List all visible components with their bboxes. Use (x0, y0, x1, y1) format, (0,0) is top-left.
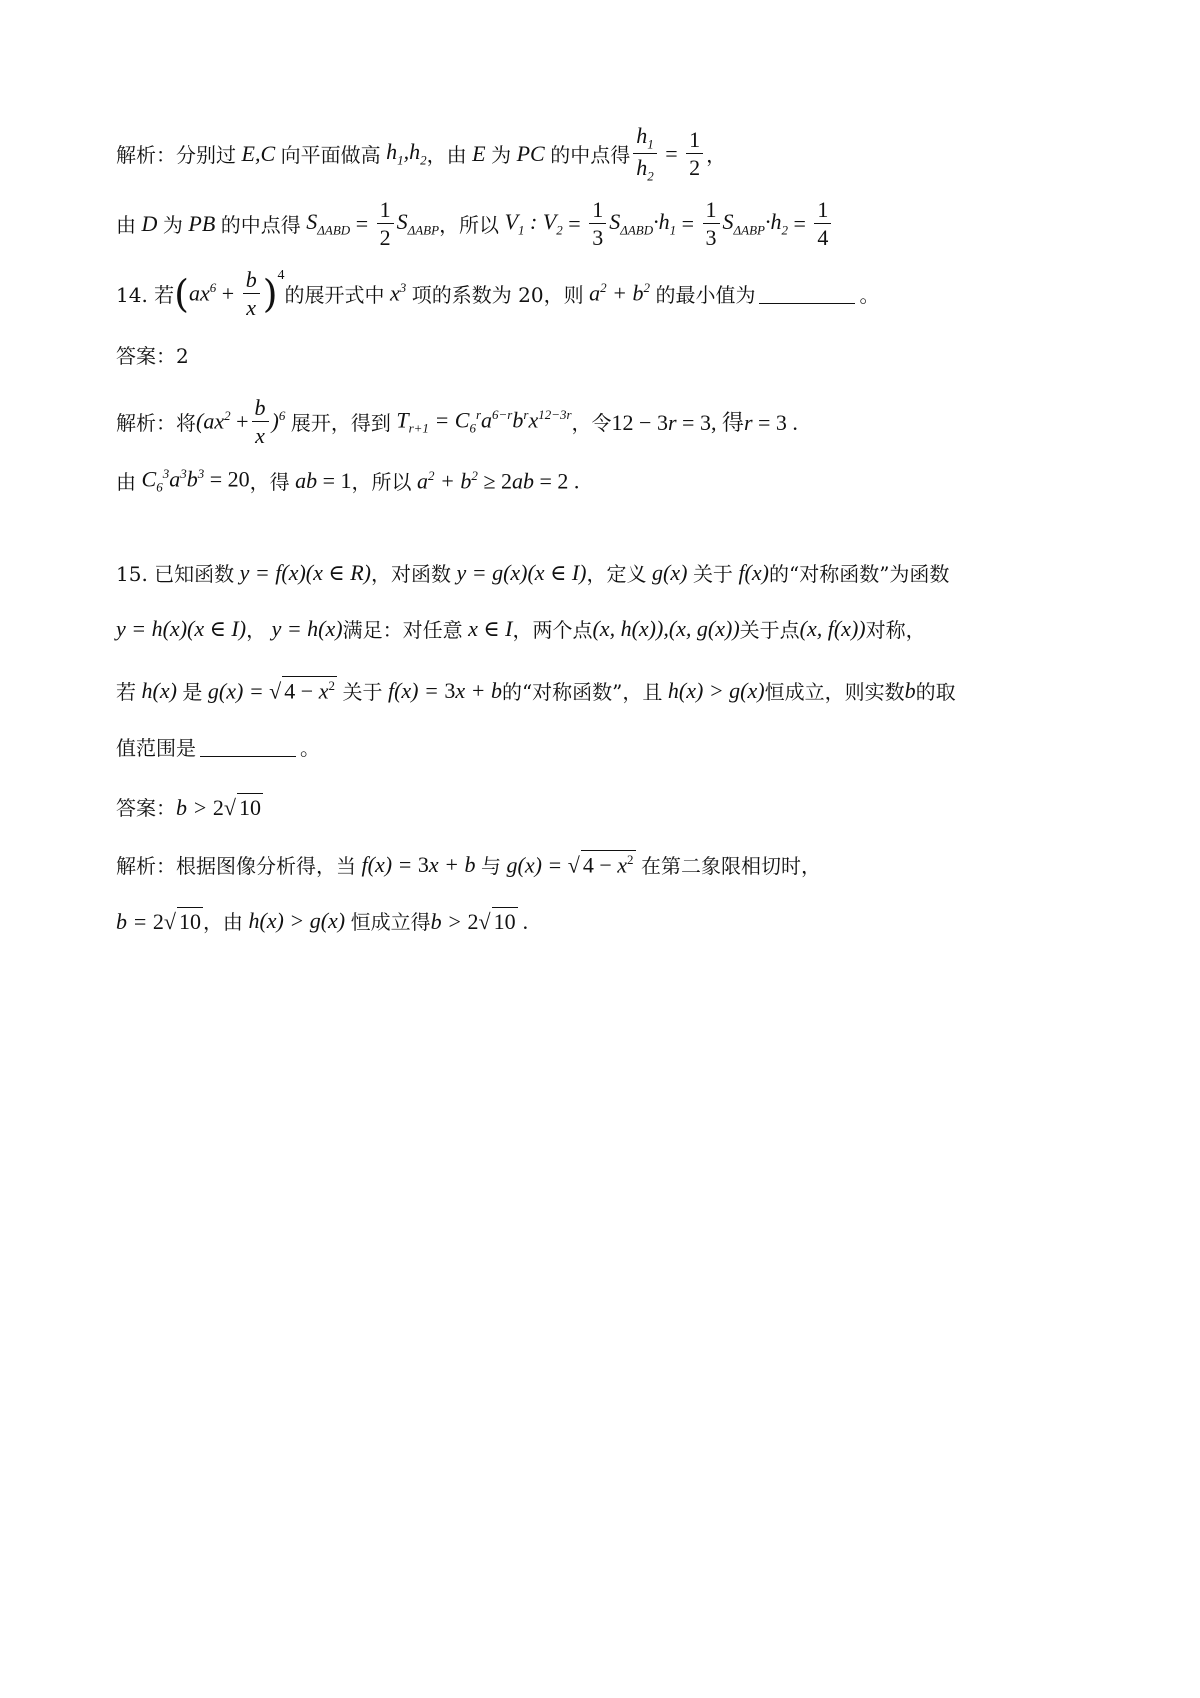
answer-blank-14[interactable] (759, 283, 855, 304)
answer-14: 答案：2 (116, 344, 189, 368)
solution-14-line-1: 解析：将 ($ax^2$ + $\frac{b}{x}$ )$^6$ 展开，得到 $T_{r+1} = C_6^ra^{6-r}b^rx^{12-3r}$ ，令 12 − 3r = 3, 得r = 3 . (116, 395, 798, 449)
question-15-line-1: 15. 已知函数 y = f(x)(x ∈ R) ，对函数 y = g(x)(x ∈ I) ，定义 g(x) 关于 f(x) 的“对称函数”为函数 (116, 559, 950, 586)
question-14: 14. 若 ( $ax^6$ + $\frac{b}{x}$ ) 4 的展开式中 $x^3$ 项的系数为 20，则 $a^2 + b^2$ 的最小值为 。 (116, 267, 880, 321)
solution-13-line-1: 解析：分别过 E,C 向平面做高 $h_1,h_2$ ，由 E 为 PC 的中点得 $\frac{h_1}{h_2}$ = $\frac{1}{2}$ ， (116, 123, 727, 184)
solution-15-line-1: 解析：根据图像分析得，当 f(x) = 3x + b 与 g(x) = √ $4 - x^2$ 在第二象限相切时， (116, 851, 822, 878)
solution-14-line-2: 由 $C_6^3a^3b^3 = 20$ ，得 ab = 1 ，所以 $a^2 + b^2 \ge 2ab = 2$ . (116, 466, 580, 495)
solution-13-line-2: 由 D 为 PB 的中点得 $S_{\Delta ABD}$ = $\frac{1}{2}$ $S_{\Delta ABP}$ ，所以 $V_1$ : $V_2$ = $\frac{1}{3}$ $S_{\Delta ABD}\cdot h_1$ = $\frac{1}{3}$ $S_{\Delta ABP}\cdot h_2$ = $\frac{1}{4}$ (116, 198, 1090, 249)
answer-blank-15[interactable] (200, 736, 296, 757)
question-15-line-2: y = h(x)(x ∈ I) ， y = h(x) 满足：对任意 x ∈ I ，两个点 (x, h(x)),(x, g(x)) 关于点 (x, f(x)) 对称， (116, 615, 926, 642)
question-15-line-3: 若 h(x) 是 g(x) = √ $4 - x^2$ 关于 f(x) = 3x + b 的“对称函数”，且 h(x) > g(x) 恒成立，则实数 b 的取 (116, 677, 956, 704)
solution-15-line-2: b = 2√ 10 ，由 h(x) > g(x) 恒成立得 b > 2√ 10 . (116, 907, 529, 934)
question-15-line-4: 值范围是 。 (116, 736, 320, 760)
answer-15: 答案： b > 2√ 10 (116, 794, 261, 820)
